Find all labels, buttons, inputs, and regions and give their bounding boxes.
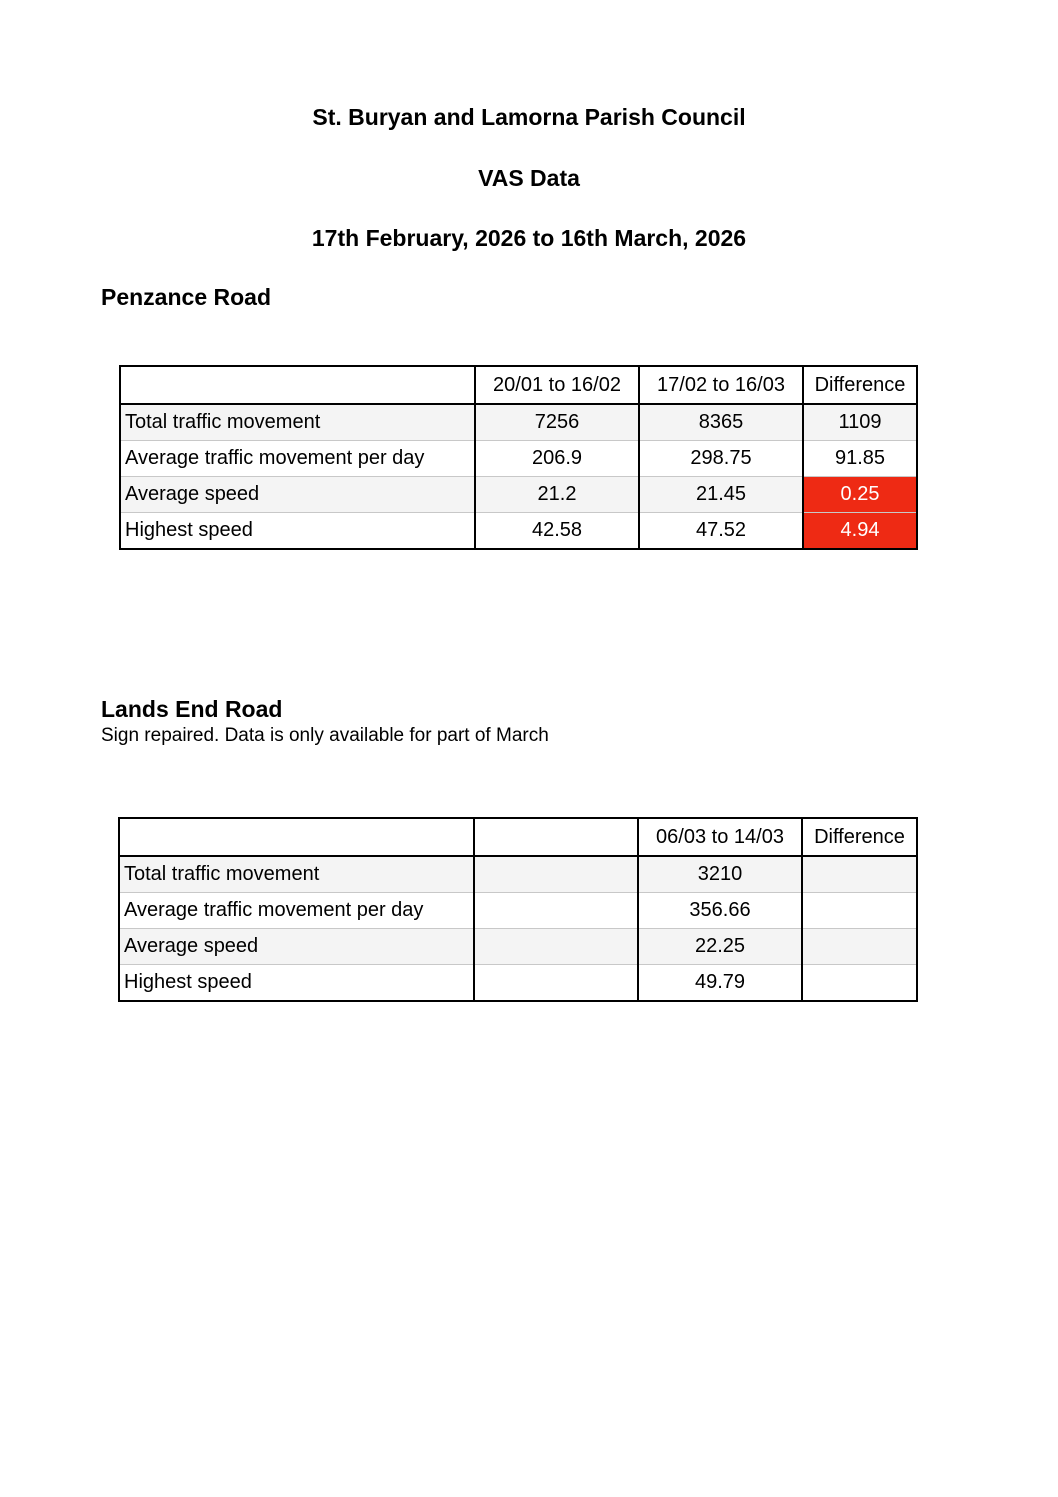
previous-value	[474, 929, 638, 965]
lands-end-road-table	[118, 817, 918, 1002]
header-cell-difference: Difference	[803, 366, 917, 404]
current-value: 8365	[639, 404, 803, 441]
row-label: Average traffic movement per day	[119, 893, 474, 929]
difference-value	[802, 893, 917, 929]
current-value: 298.75	[639, 441, 803, 477]
difference-value: 91.85	[803, 441, 917, 477]
row-label: Total traffic movement	[119, 856, 474, 893]
table-row	[120, 477, 917, 513]
row-label: Average speed	[119, 929, 474, 965]
row-label: Total traffic movement	[120, 404, 475, 441]
lands-end-road-heading: Lands End Road	[101, 696, 283, 722]
previous-value: 206.9	[475, 441, 639, 477]
header-cell-current-period: 17/02 to 16/03	[639, 366, 803, 404]
table-row	[119, 965, 917, 1002]
row-label: Highest speed	[120, 513, 475, 550]
previous-value	[474, 965, 638, 1002]
header-cell-blank	[120, 366, 475, 404]
current-value: 49.79	[638, 965, 802, 1002]
table-row	[120, 404, 917, 441]
current-value: 22.25	[638, 929, 802, 965]
current-value: 3210	[638, 856, 802, 893]
council-name: St. Buryan and Lamorna Parish Council	[312, 104, 746, 130]
table-row	[119, 856, 917, 893]
table-header-row	[119, 818, 917, 856]
previous-value: 7256	[475, 404, 639, 441]
current-value: 21.45	[639, 477, 803, 513]
penzance-road-heading: Penzance Road	[101, 284, 271, 310]
current-value: 356.66	[638, 893, 802, 929]
difference-value	[802, 965, 917, 1002]
header-cell-blank-period	[474, 818, 638, 856]
header-cell-previous-period: 20/01 to 16/02	[475, 366, 639, 404]
current-value: 47.52	[639, 513, 803, 550]
table-header-row	[120, 366, 917, 404]
row-label: Highest speed	[119, 965, 474, 1002]
table-row	[120, 513, 917, 550]
difference-value	[802, 929, 917, 965]
difference-value-highlighted: 0.25	[803, 477, 917, 513]
previous-value: 42.58	[475, 513, 639, 550]
report-period: 17th February, 2026 to 16th March, 2026	[311, 225, 747, 251]
table-row	[119, 929, 917, 965]
previous-value	[474, 893, 638, 929]
previous-value: 21.2	[475, 477, 639, 513]
table-row	[119, 893, 917, 929]
previous-value	[474, 856, 638, 893]
difference-value: 1109	[803, 404, 917, 441]
header-cell-current-period: 06/03 to 14/03	[638, 818, 802, 856]
row-label: Average traffic movement per day	[120, 441, 475, 477]
penzance-road-table	[119, 365, 918, 550]
difference-value-highlighted: 4.94	[803, 513, 917, 550]
header-cell-difference: Difference	[802, 818, 917, 856]
row-label: Average speed	[120, 477, 475, 513]
difference-value	[802, 856, 917, 893]
header-cell-blank	[119, 818, 474, 856]
table-row	[120, 441, 917, 477]
document-title: VAS Data	[478, 165, 580, 191]
lands-end-road-note: Sign repaired. Data is only available for part of March	[101, 725, 549, 746]
